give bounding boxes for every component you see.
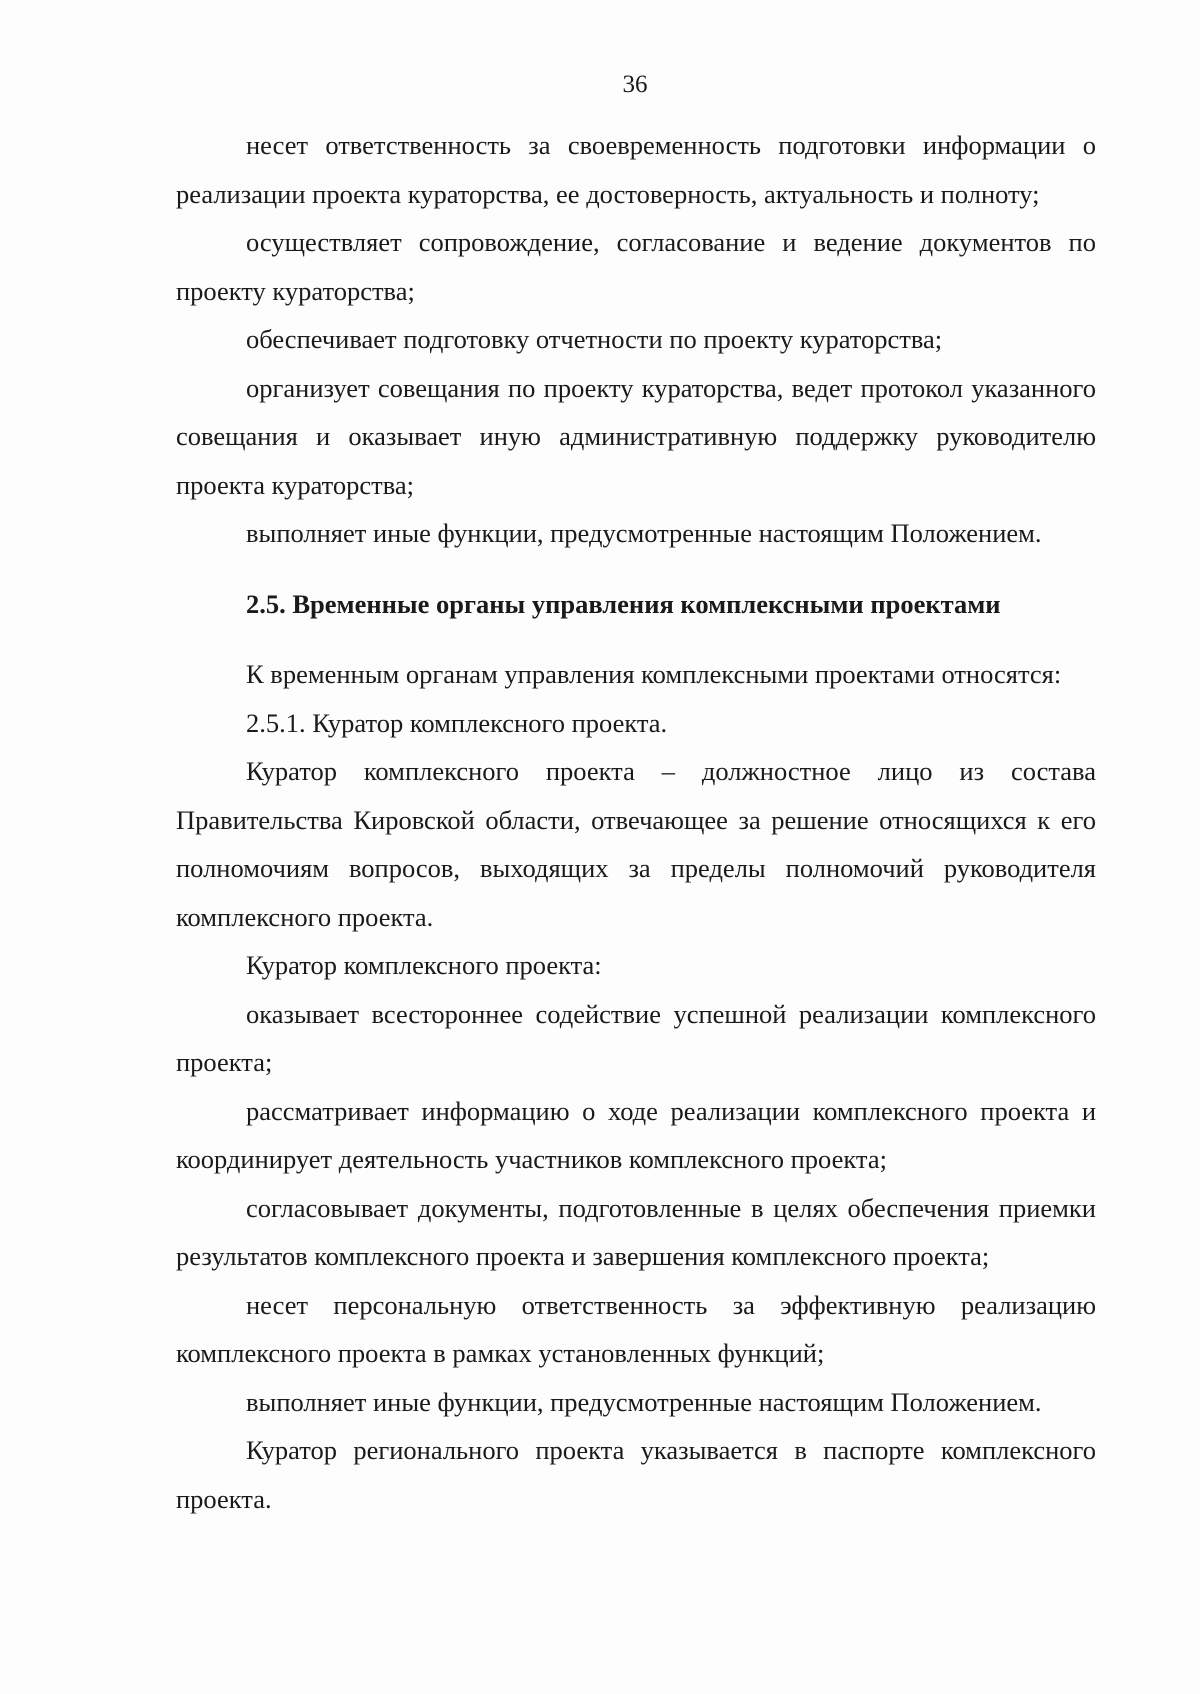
section-heading: 2.5. Временные органы управления комплексными проектами: [246, 588, 1001, 619]
paragraph: выполняет иные функции, предусмотренные настоящим Положением.: [246, 518, 1042, 548]
paragraph: оказывает всестороннее содействие успешной реализации комплексного проекта;: [176, 998, 1096, 1077]
paragraph: Куратор регионального проекта указывается в паспорте комплексного проекта.: [176, 1435, 1096, 1514]
paragraph: К временным органам управления комплексными проектами относятся:: [246, 659, 1062, 689]
paragraph: осуществляет сопровождение, согласование и ведение документов по проекту кураторства;: [176, 227, 1096, 306]
paragraph: 2.5.1. Куратор комплексного проекта.: [246, 707, 668, 738]
paragraph: Куратор комплексного проекта – должностное лицо из состава Правительства Кировской области, отвечающее за решение относящихся к его полномочиям вопросов, выходящих за пределы полномочий руководителя комплексного проекта.: [176, 756, 1096, 932]
document-body: [176, 121, 1096, 1523]
paragraph: обеспечивает подготовку отчетности по проекту кураторства;: [246, 324, 943, 354]
page-number: 36: [622, 71, 648, 98]
paragraph: рассматривает информацию о ходе реализации комплексного проекта и координирует деятельность участников комплексного проекта;: [176, 1095, 1096, 1174]
paragraph: согласовывает документы, подготовленные в целях обеспечения приемки результатов комплексного проекта и завершения комплексного проекта;: [176, 1192, 1096, 1271]
paragraph: Куратор комплексного проекта:: [246, 950, 602, 980]
paragraph: несет персональную ответственность за эффективную реализацию комплексного проекта в рамках установленных функций;: [176, 1289, 1096, 1368]
paragraph: несет ответственность за своевременность подготовки информации о реализации проекта кураторства, ее достоверность, актуальность и полноту;: [176, 130, 1096, 209]
paragraph: организует совещания по проекту кураторства, ведет протокол указанного совещания и оказывает иную административную поддержку руководителю проекта кураторства;: [176, 372, 1096, 500]
paragraph: выполняет иные функции, предусмотренные настоящим Положением.: [246, 1386, 1042, 1417]
